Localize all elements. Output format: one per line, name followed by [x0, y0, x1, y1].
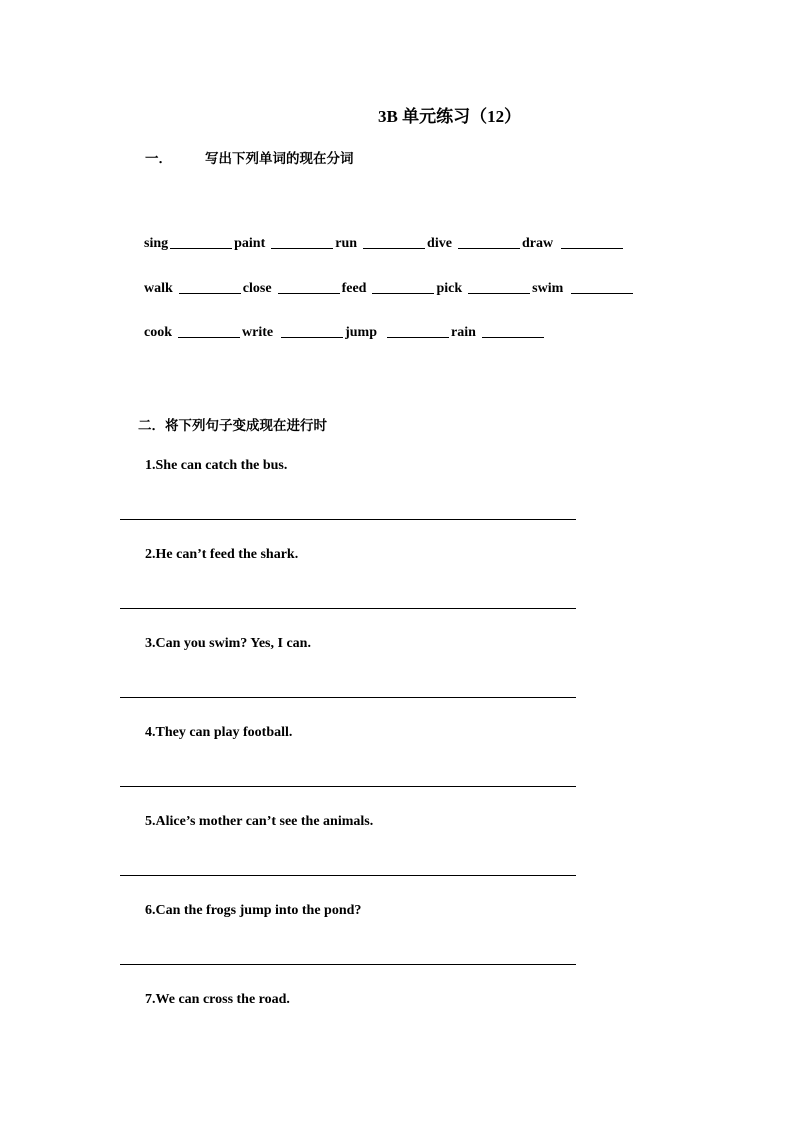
sentence-4: 4.They can play football. — [145, 725, 293, 740]
word-item: jump — [345, 325, 377, 340]
sentence-5: 5.Alice’s mother can’t see the animals. — [145, 814, 374, 829]
sentence-6: 6.Can the frogs jump into the pond? — [145, 903, 362, 918]
answer-line-5[interactable] — [120, 875, 576, 876]
word-item: sing — [144, 236, 169, 251]
sentence-1: 1.She can catch the bus. — [145, 458, 288, 473]
word-item: cook — [144, 325, 172, 340]
answer-line-6[interactable] — [120, 964, 576, 965]
answer-blank[interactable] — [458, 247, 520, 249]
sentence-3: 3.Can you swim? Yes, I can. — [145, 636, 311, 651]
answer-line-2[interactable] — [120, 608, 576, 609]
answer-blank[interactable] — [387, 336, 449, 338]
word-item: dive — [427, 236, 452, 251]
word-item: rain — [451, 325, 476, 340]
word-item: close — [242, 281, 272, 296]
word-item: paint — [234, 236, 266, 251]
answer-line-3[interactable] — [120, 697, 576, 698]
answer-line-1[interactable] — [120, 519, 576, 520]
answer-blank[interactable] — [468, 292, 530, 294]
answer-blank[interactable] — [278, 292, 340, 294]
sentence-7: 7.We can cross the road. — [145, 992, 290, 1007]
answer-blank[interactable] — [571, 292, 633, 294]
sentence-2: 2.He can’t feed the shark. — [145, 547, 299, 562]
answer-blank[interactable] — [372, 292, 434, 294]
answer-blank[interactable] — [170, 247, 232, 249]
worksheet-title: 3B 单元练习（12） — [378, 107, 522, 126]
word-item: write — [242, 325, 274, 340]
answer-blank[interactable] — [561, 247, 623, 249]
answer-blank[interactable] — [281, 336, 343, 338]
word-item: pick — [436, 281, 463, 296]
word-row-1 — [144, 236, 625, 252]
answer-blank[interactable] — [482, 336, 544, 338]
word-item: draw — [521, 236, 554, 251]
word-row-2 — [144, 281, 635, 297]
answer-blank[interactable] — [178, 336, 240, 338]
word-item: feed — [341, 281, 367, 296]
section-1-number: 一． — [145, 151, 172, 166]
word-item: swim — [532, 281, 564, 296]
section-2-heading: 二．将下列句子变成现在进行时 — [138, 418, 327, 433]
word-item: walk — [144, 281, 173, 296]
answer-blank[interactable] — [271, 247, 333, 249]
answer-blank[interactable] — [363, 247, 425, 249]
section-1-instruction: 写出下列单词的现在分词 — [205, 151, 354, 166]
answer-blank[interactable] — [179, 292, 241, 294]
word-row-3 — [144, 325, 546, 341]
word-item: run — [335, 236, 358, 251]
answer-line-4[interactable] — [120, 786, 576, 787]
